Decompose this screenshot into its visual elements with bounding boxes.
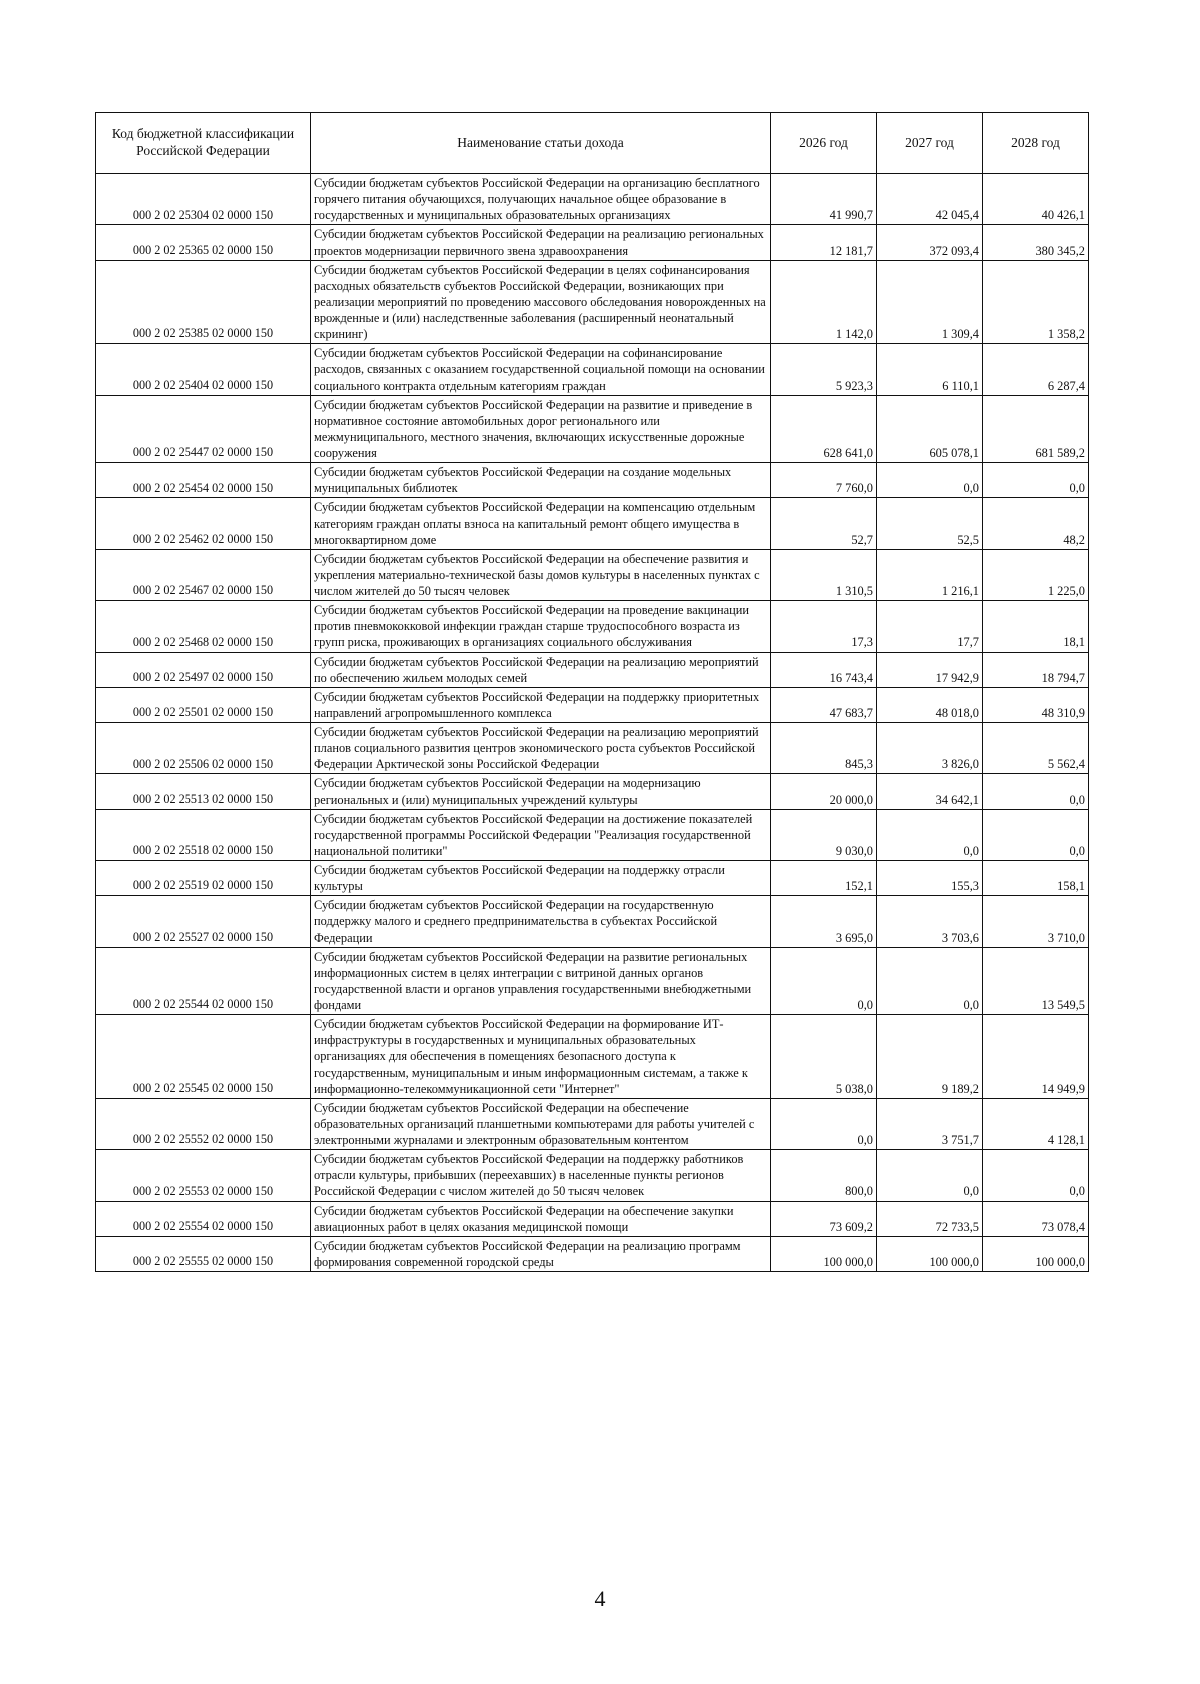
value-2028: 18 794,7 bbox=[983, 652, 1089, 687]
value-2026: 1 310,5 bbox=[771, 549, 877, 600]
value-2026: 0,0 bbox=[771, 947, 877, 1015]
value-2027: 155,3 bbox=[877, 861, 983, 896]
value-2027: 6 110,1 bbox=[877, 344, 983, 395]
value-2026: 5 923,3 bbox=[771, 344, 877, 395]
item-name: Субсидии бюджетам субъектов Российской Федерации на обеспечение развития и укрепления материально-технической базы домов культуры в населенных пунктах с числом жителей до 50 тысяч человек bbox=[311, 549, 771, 600]
value-2026: 152,1 bbox=[771, 861, 877, 896]
value-2026: 628 641,0 bbox=[771, 395, 877, 463]
value-2027: 42 045,4 bbox=[877, 174, 983, 225]
table-row bbox=[96, 225, 1089, 260]
item-name: Субсидии бюджетам субъектов Российской Федерации на поддержку работников отрасли культуры, прибывших (переехавших) в населенные пункты регионов Российской Федерации с числом жителей до 50 тысяч человек bbox=[311, 1150, 771, 1201]
classification-code: 000 2 02 25552 02 0000 150 bbox=[96, 1098, 311, 1149]
item-name: Субсидии бюджетам субъектов Российской Федерации на проведение вакцинации против пневмококковой инфекции граждан старше трудоспособного возраста из групп риска, проживающих в организациях социального обслуживания bbox=[311, 601, 771, 652]
value-2026: 100 000,0 bbox=[771, 1236, 877, 1271]
value-2028: 0,0 bbox=[983, 1150, 1089, 1201]
classification-code: 000 2 02 25468 02 0000 150 bbox=[96, 601, 311, 652]
item-name: Субсидии бюджетам субъектов Российской Федерации в целях софинансирования расходных обязательств субъектов Российской Федерации, возникающих при реализации мероприятий по проведению массового обследования новорожденных на врожденные и (или) наследственные заболевания (расширенный неонатальный скрининг) bbox=[311, 260, 771, 344]
classification-code: 000 2 02 25545 02 0000 150 bbox=[96, 1015, 311, 1099]
header-2027: 2027 год bbox=[877, 113, 983, 174]
value-2027: 3 751,7 bbox=[877, 1098, 983, 1149]
item-name: Субсидии бюджетам субъектов Российской Федерации на реализацию региональных проектов модернизации первичного звена здравоохранения bbox=[311, 225, 771, 260]
classification-code: 000 2 02 25467 02 0000 150 bbox=[96, 549, 311, 600]
item-name: Субсидии бюджетам субъектов Российской Федерации на обеспечение закупки авиационных работ в целях оказания медицинской помощи bbox=[311, 1201, 771, 1236]
value-2026: 47 683,7 bbox=[771, 687, 877, 722]
table-header-row bbox=[96, 113, 1089, 174]
value-2028: 14 949,9 bbox=[983, 1015, 1089, 1099]
item-name: Субсидии бюджетам субъектов Российской Федерации на модернизацию региональных и (или) муниципальных учреждений культуры bbox=[311, 774, 771, 809]
item-name: Субсидии бюджетам субъектов Российской Федерации на достижение показателей государственной программы Российской Федерации "Реализация государственной национальной политики" bbox=[311, 809, 771, 860]
value-2028: 0,0 bbox=[983, 809, 1089, 860]
value-2026: 16 743,4 bbox=[771, 652, 877, 687]
value-2027: 0,0 bbox=[877, 809, 983, 860]
classification-code: 000 2 02 25544 02 0000 150 bbox=[96, 947, 311, 1015]
table-body bbox=[96, 174, 1089, 1272]
value-2028: 1 358,2 bbox=[983, 260, 1089, 344]
value-2027: 605 078,1 bbox=[877, 395, 983, 463]
item-name: Субсидии бюджетам субъектов Российской Федерации на организацию бесплатного горячего питания обучающихся, получающих начальное общее образование в государственных и муниципальных образовательных организациях bbox=[311, 174, 771, 225]
value-2026: 3 695,0 bbox=[771, 896, 877, 947]
classification-code: 000 2 02 25506 02 0000 150 bbox=[96, 723, 311, 774]
classification-code: 000 2 02 25462 02 0000 150 bbox=[96, 498, 311, 549]
value-2027: 100 000,0 bbox=[877, 1236, 983, 1271]
table-row bbox=[96, 774, 1089, 809]
table-row bbox=[96, 809, 1089, 860]
revenue-table bbox=[95, 112, 1089, 1272]
value-2027: 372 093,4 bbox=[877, 225, 983, 260]
table-row bbox=[96, 344, 1089, 395]
value-2028: 380 345,2 bbox=[983, 225, 1089, 260]
table-row bbox=[96, 723, 1089, 774]
table-row bbox=[96, 861, 1089, 896]
table-row bbox=[96, 174, 1089, 225]
classification-code: 000 2 02 25404 02 0000 150 bbox=[96, 344, 311, 395]
value-2028: 1 225,0 bbox=[983, 549, 1089, 600]
table-row bbox=[96, 260, 1089, 344]
table-row bbox=[96, 463, 1089, 498]
item-name: Субсидии бюджетам субъектов Российской Федерации на государственную поддержку малого и среднего предпринимательства в субъектах Российской Федерации bbox=[311, 896, 771, 947]
table-row bbox=[96, 1015, 1089, 1099]
value-2026: 7 760,0 bbox=[771, 463, 877, 498]
value-2027: 1 309,4 bbox=[877, 260, 983, 344]
item-name: Субсидии бюджетам субъектов Российской Федерации на реализацию мероприятий по обеспечению жильем молодых семей bbox=[311, 652, 771, 687]
classification-code: 000 2 02 25518 02 0000 150 bbox=[96, 809, 311, 860]
value-2027: 3 703,6 bbox=[877, 896, 983, 947]
value-2028: 5 562,4 bbox=[983, 723, 1089, 774]
item-name: Субсидии бюджетам субъектов Российской Федерации на развитие и приведение в нормативное состояние автомобильных дорог регионального или межмуниципального, местного значения, включающих искусственные дорожные сооружения bbox=[311, 395, 771, 463]
value-2028: 100 000,0 bbox=[983, 1236, 1089, 1271]
value-2028: 3 710,0 bbox=[983, 896, 1089, 947]
value-2028: 48 310,9 bbox=[983, 687, 1089, 722]
value-2026: 12 181,7 bbox=[771, 225, 877, 260]
value-2027: 0,0 bbox=[877, 1150, 983, 1201]
value-2028: 13 549,5 bbox=[983, 947, 1089, 1015]
table-row bbox=[96, 549, 1089, 600]
table-row bbox=[96, 1098, 1089, 1149]
value-2028: 40 426,1 bbox=[983, 174, 1089, 225]
classification-code: 000 2 02 25553 02 0000 150 bbox=[96, 1150, 311, 1201]
classification-code: 000 2 02 25385 02 0000 150 bbox=[96, 260, 311, 344]
value-2026: 17,3 bbox=[771, 601, 877, 652]
value-2028: 18,1 bbox=[983, 601, 1089, 652]
value-2027: 0,0 bbox=[877, 947, 983, 1015]
value-2028: 0,0 bbox=[983, 463, 1089, 498]
item-name: Субсидии бюджетам субъектов Российской Федерации на реализацию мероприятий планов социального развития центров экономического роста субъектов Российской Федерации Арктической зоны Российской Федерации bbox=[311, 723, 771, 774]
value-2026: 9 030,0 bbox=[771, 809, 877, 860]
value-2027: 3 826,0 bbox=[877, 723, 983, 774]
value-2028: 73 078,4 bbox=[983, 1201, 1089, 1236]
table-row bbox=[96, 1236, 1089, 1271]
table-row bbox=[96, 947, 1089, 1015]
value-2026: 845,3 bbox=[771, 723, 877, 774]
value-2027: 17 942,9 bbox=[877, 652, 983, 687]
value-2026: 73 609,2 bbox=[771, 1201, 877, 1236]
header-code: Код бюджетной классификации Российской Федерации bbox=[96, 113, 311, 174]
value-2026: 5 038,0 bbox=[771, 1015, 877, 1099]
value-2028: 0,0 bbox=[983, 774, 1089, 809]
item-name: Субсидии бюджетам субъектов Российской Федерации на поддержку отрасли культуры bbox=[311, 861, 771, 896]
value-2027: 34 642,1 bbox=[877, 774, 983, 809]
classification-code: 000 2 02 25497 02 0000 150 bbox=[96, 652, 311, 687]
value-2026: 52,7 bbox=[771, 498, 877, 549]
table-row bbox=[96, 498, 1089, 549]
item-name: Субсидии бюджетам субъектов Российской Федерации на поддержку приоритетных направлений агропромышленного комплекса bbox=[311, 687, 771, 722]
value-2027: 17,7 bbox=[877, 601, 983, 652]
classification-code: 000 2 02 25555 02 0000 150 bbox=[96, 1236, 311, 1271]
item-name: Субсидии бюджетам субъектов Российской Федерации на реализацию программ формирования современной городской среды bbox=[311, 1236, 771, 1271]
value-2026: 1 142,0 bbox=[771, 260, 877, 344]
table-row bbox=[96, 1201, 1089, 1236]
table-row bbox=[96, 687, 1089, 722]
page-number: 4 bbox=[594, 1586, 606, 1611]
classification-code: 000 2 02 25454 02 0000 150 bbox=[96, 463, 311, 498]
value-2026: 20 000,0 bbox=[771, 774, 877, 809]
value-2027: 0,0 bbox=[877, 463, 983, 498]
header-2028: 2028 год bbox=[983, 113, 1089, 174]
classification-code: 000 2 02 25365 02 0000 150 bbox=[96, 225, 311, 260]
table-row bbox=[96, 395, 1089, 463]
item-name: Субсидии бюджетам субъектов Российской Федерации на формирование ИТ-инфраструктуры в государственных и муниципальных образовательных организациях для обеспечения в помещениях безопасного доступа к государственным, муниципальным и иным информационным системам, а также к информационно-телекоммуникационной сети "Интернет" bbox=[311, 1015, 771, 1099]
header-2026: 2026 год bbox=[771, 113, 877, 174]
value-2028: 681 589,2 bbox=[983, 395, 1089, 463]
table-row bbox=[96, 652, 1089, 687]
value-2027: 1 216,1 bbox=[877, 549, 983, 600]
value-2027: 52,5 bbox=[877, 498, 983, 549]
value-2026: 41 990,7 bbox=[771, 174, 877, 225]
value-2027: 48 018,0 bbox=[877, 687, 983, 722]
item-name: Субсидии бюджетам субъектов Российской Федерации на развитие региональных информационных систем в целях интеграции с витриной данных органов государственной власти и органов управления государственными внебюджетными фондами bbox=[311, 947, 771, 1015]
classification-code: 000 2 02 25554 02 0000 150 bbox=[96, 1201, 311, 1236]
value-2027: 72 733,5 bbox=[877, 1201, 983, 1236]
classification-code: 000 2 02 25519 02 0000 150 bbox=[96, 861, 311, 896]
value-2028: 6 287,4 bbox=[983, 344, 1089, 395]
header-name: Наименование статьи дохода bbox=[311, 113, 771, 174]
item-name: Субсидии бюджетам субъектов Российской Федерации на компенсацию отдельным категориям граждан оплаты взноса на капитальный ремонт общего имущества в многоквартирном доме bbox=[311, 498, 771, 549]
value-2028: 48,2 bbox=[983, 498, 1089, 549]
item-name: Субсидии бюджетам субъектов Российской Федерации на обеспечение образовательных организаций планшетными компьютерами для работы учителей с электронными журналами и электронным образовательным контентом bbox=[311, 1098, 771, 1149]
classification-code: 000 2 02 25501 02 0000 150 bbox=[96, 687, 311, 722]
value-2027: 9 189,2 bbox=[877, 1015, 983, 1099]
item-name: Субсидии бюджетам субъектов Российской Федерации на софинансирование расходов, связанных с оказанием государственной социальной помощи на основании социального контракта отдельным категориям граждан bbox=[311, 344, 771, 395]
table-row bbox=[96, 601, 1089, 652]
item-name: Субсидии бюджетам субъектов Российской Федерации на создание модельных муниципальных библиотек bbox=[311, 463, 771, 498]
value-2026: 800,0 bbox=[771, 1150, 877, 1201]
classification-code: 000 2 02 25527 02 0000 150 bbox=[96, 896, 311, 947]
value-2028: 4 128,1 bbox=[983, 1098, 1089, 1149]
classification-code: 000 2 02 25304 02 0000 150 bbox=[96, 174, 311, 225]
value-2026: 0,0 bbox=[771, 1098, 877, 1149]
value-2028: 158,1 bbox=[983, 861, 1089, 896]
classification-code: 000 2 02 25513 02 0000 150 bbox=[96, 774, 311, 809]
table-row bbox=[96, 896, 1089, 947]
classification-code: 000 2 02 25447 02 0000 150 bbox=[96, 395, 311, 463]
table-row bbox=[96, 1150, 1089, 1201]
